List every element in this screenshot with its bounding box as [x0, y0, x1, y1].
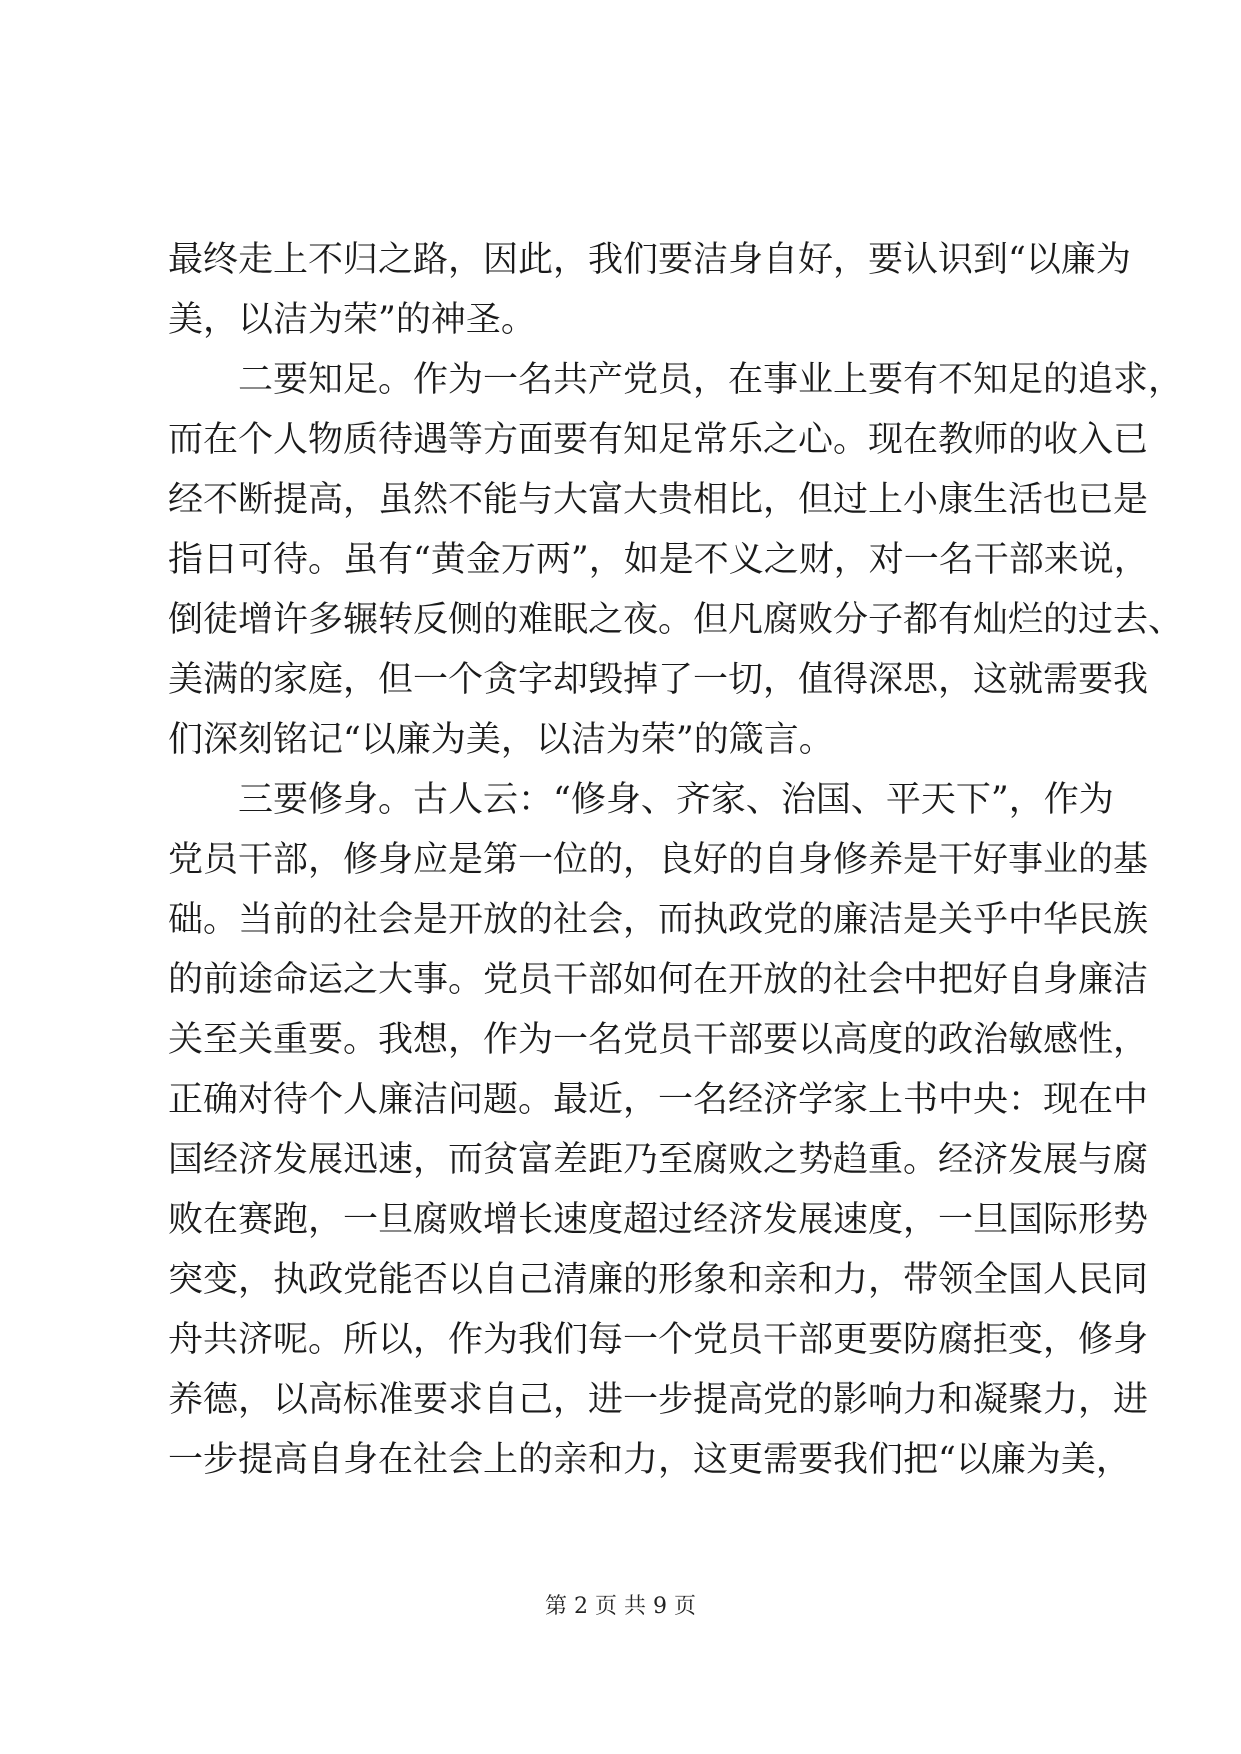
text-line: 突变，执政党能否以自己清廉的形象和亲和力，带领全国人民同 — [168, 1260, 1149, 1300]
text-line: 二要知足。作为一名共产党员，在事业上要有不知足的追求， — [168, 360, 1184, 400]
body-text — [168, 230, 1184, 1490]
text-line: 美满的家庭，但一个贪字却毁掉了一切，值得深思，这就需要我 — [168, 660, 1149, 700]
text-line: 党员干部，修身应是第一位的，良好的自身修养是干好事业的基 — [168, 840, 1149, 880]
text-line: 的前途命运之大事。党员干部如何在开放的社会中把好自身廉洁 — [168, 960, 1149, 1000]
text-line: 正确对待个人廉洁问题。最近，一名经济学家上书中央：现在中 — [168, 1080, 1149, 1120]
text-line: 经不断提高，虽然不能与大富大贵相比，但过上小康生活也已是 — [168, 480, 1149, 520]
text-line: 倒徒增许多辗转反侧的难眠之夜。但凡腐败分子都有灿烂的过去、 — [168, 600, 1184, 640]
text-line: 舟共济呢。所以，作为我们每一个党员干部更要防腐拒变，修身 — [168, 1320, 1149, 1360]
text-line: 指日可待。虽有“黄金万两”，如是不义之财，对一名干部来说， — [168, 540, 1149, 580]
text-line: 美，以洁为荣”的神圣。 — [168, 300, 536, 340]
text-line: 一步提高自身在社会上的亲和力，这更需要我们把“以廉为美， — [168, 1440, 1131, 1480]
text-line: 败在赛跑，一旦腐败增长速度超过经济发展速度，一旦国际形势 — [168, 1200, 1149, 1240]
text-line: 三要修身。古人云：“修身、齐家、治国、平天下”，作为 — [168, 780, 1114, 820]
text-line: 关至关重要。我想，作为一名党员干部要以高度的政治敏感性， — [168, 1020, 1149, 1060]
text-line: 们深刻铭记“以廉为美，以洁为荣”的箴言。 — [168, 720, 834, 760]
text-line: 础。当前的社会是开放的社会，而执政党的廉洁是关乎中华民族 — [168, 900, 1149, 940]
page-number-footer: 第 2 页 共 9 页 — [545, 1594, 696, 1619]
text-line: 最终走上不归之路，因此，我们要洁身自好，要认识到“以廉为 — [168, 240, 1131, 280]
text-line: 而在个人物质待遇等方面要有知足常乐之心。现在教师的收入已 — [168, 420, 1149, 460]
text-line: 养德，以高标准要求自己，进一步提高党的影响力和凝聚力，进 — [168, 1380, 1149, 1420]
text-line: 国经济发展迅速，而贫富差距乃至腐败之势趋重。经济发展与腐 — [168, 1140, 1149, 1180]
